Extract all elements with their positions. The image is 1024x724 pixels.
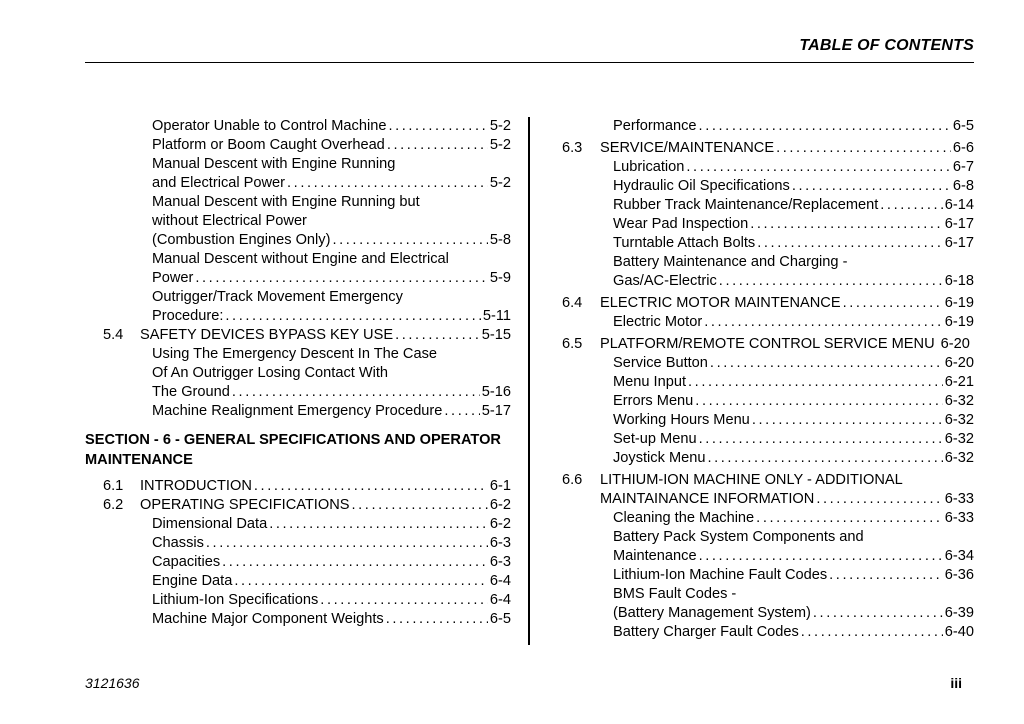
dot-leader	[699, 547, 943, 566]
toc-page-number: 5-2	[489, 118, 511, 134]
toc-entry-row[interactable]	[562, 354, 974, 373]
dot-leader	[351, 496, 487, 515]
page-header-title: TABLE OF CONTENTS	[799, 37, 974, 54]
toc-entry-title: Platform or Boom Caught Overhead	[152, 137, 385, 153]
toc-page-number: 5-2	[489, 137, 511, 153]
toc-entry-row[interactable]	[562, 430, 974, 449]
toc-entry-title: Menu Input	[613, 374, 687, 390]
toc-entry-row[interactable]	[85, 307, 511, 326]
toc-entry-row[interactable]	[562, 392, 974, 411]
toc-entry-title: Errors Menu	[613, 393, 694, 409]
toc-page-number: 5-11	[482, 308, 511, 324]
toc-page-number: 6-19	[944, 295, 974, 311]
dot-leader	[801, 623, 943, 642]
toc-entry-row[interactable]	[85, 515, 511, 534]
toc-page-number: 6-20	[944, 355, 974, 371]
toc-page-number: 5-17	[481, 403, 511, 419]
toc-section-row[interactable]	[562, 139, 974, 158]
toc-entry-row[interactable]	[85, 345, 511, 364]
toc-entry-title: Set-up Menu	[613, 431, 697, 447]
toc-section-number: 6.3	[562, 140, 583, 156]
toc-entry-title: Manual Descent with Engine Running but	[152, 194, 420, 210]
toc-entry-row[interactable]	[562, 196, 974, 215]
toc-page-number: 6-6	[952, 140, 974, 156]
toc-entry-title: Lithium-Ion Specifications	[152, 592, 319, 608]
toc-page-number: 6-2	[489, 516, 511, 532]
column-divider	[528, 117, 530, 645]
dot-leader	[699, 430, 943, 449]
toc-section-row[interactable]	[562, 335, 974, 354]
dot-leader	[704, 313, 943, 332]
toc-entry-row[interactable]	[85, 364, 511, 383]
page-number: iii	[950, 675, 962, 691]
toc-entry-row[interactable]	[85, 136, 511, 155]
toc-entry-row[interactable]	[85, 269, 511, 288]
toc-entry-row[interactable]	[85, 402, 511, 421]
toc-page-number: 5-9	[489, 270, 511, 286]
toc-entry-row[interactable]	[562, 623, 974, 642]
toc-entry-row[interactable]	[562, 177, 974, 196]
toc-entry-row[interactable]	[562, 449, 974, 468]
toc-entry-row[interactable]	[85, 572, 511, 591]
toc-section-title-continued: MAINTAINANCE INFORMATION	[600, 491, 815, 507]
toc-page-number: 6-34	[944, 548, 974, 564]
dot-leader	[843, 294, 943, 313]
toc-page-number: 6-2	[489, 497, 511, 513]
toc-entry-row[interactable]	[562, 411, 974, 430]
toc-entry-row[interactable]	[85, 534, 511, 553]
toc-section-title: OPERATING SPECIFICATIONS	[140, 497, 350, 513]
toc-section-title: SAFETY DEVICES BYPASS KEY USE	[140, 327, 394, 343]
toc-entry-row[interactable]	[85, 553, 511, 572]
toc-page-number: 6-18	[944, 273, 974, 289]
toc-entry-row[interactable]	[85, 250, 511, 269]
toc-page-number: 6-7	[952, 159, 974, 175]
toc-page-number: 6-32	[944, 431, 974, 447]
toc-entry-row[interactable]	[562, 547, 974, 566]
dot-leader	[757, 234, 943, 253]
toc-entry-title: The Ground	[152, 384, 230, 400]
document-number: 3121636	[85, 675, 140, 691]
toc-entry-title: Manual Descent with Engine Running	[152, 156, 396, 172]
dot-leader	[234, 572, 488, 591]
dot-leader	[686, 158, 951, 177]
toc-entry-row[interactable]	[85, 383, 511, 402]
toc-page-number: 6-32	[944, 450, 974, 466]
toc-entry-title: Battery Maintenance and Charging -	[613, 254, 848, 270]
toc-entry-title: and Electrical Power	[152, 175, 286, 191]
toc-entry-row[interactable]	[562, 272, 974, 291]
dot-leader	[195, 269, 488, 288]
toc-entry-title: BMS Fault Codes -	[613, 586, 737, 602]
toc-entry-row[interactable]	[562, 215, 974, 234]
toc-section-row[interactable]	[85, 326, 511, 345]
toc-entry-row[interactable]	[85, 288, 511, 307]
toc-entry-row[interactable]	[562, 117, 974, 136]
toc-entry-title: Procedure:	[152, 308, 224, 324]
header-rule	[85, 62, 974, 63]
dot-leader	[719, 272, 943, 291]
toc-entry-row[interactable]	[562, 234, 974, 253]
toc-page-number: 5-15	[481, 327, 511, 343]
toc-page-number: 6-17	[944, 216, 974, 232]
toc-left-column	[85, 117, 511, 629]
toc-entry-title: Maintenance	[613, 548, 697, 564]
toc-section-title: PLATFORM/REMOTE CONTROL SERVICE MENU	[600, 336, 935, 352]
toc-entry-row[interactable]	[562, 313, 974, 332]
toc-entry-title: Rubber Track Maintenance/Replacement	[613, 197, 879, 213]
toc-page-number: 6-33	[944, 510, 974, 526]
toc-entry-row[interactable]	[85, 174, 511, 193]
dot-leader	[776, 139, 951, 158]
dot-leader	[752, 411, 943, 430]
toc-entry-row[interactable]	[562, 566, 974, 585]
toc-entry-title: Engine Data	[152, 573, 233, 589]
toc-page-number: 6-3	[489, 535, 511, 551]
toc-entry-row[interactable]	[85, 591, 511, 610]
dot-leader	[254, 477, 488, 496]
dot-leader	[388, 117, 487, 136]
toc-page-number: 6-4	[489, 573, 511, 589]
dot-leader	[792, 177, 951, 196]
toc-entry-title: Power	[152, 270, 194, 286]
toc-section-number: 6.6	[562, 472, 583, 488]
dot-leader	[829, 566, 943, 585]
dot-leader	[387, 136, 488, 155]
dot-leader	[880, 196, 943, 215]
toc-entry-title: Working Hours Menu	[613, 412, 750, 428]
toc-entry-row[interactable]	[85, 155, 511, 174]
toc-entry-row[interactable]	[85, 231, 511, 250]
toc-entry-title: Cleaning the Machine	[613, 510, 755, 526]
dot-leader	[750, 215, 943, 234]
toc-entry-row[interactable]	[562, 373, 974, 392]
toc-section-number: 6.2	[103, 497, 124, 513]
dot-leader	[444, 402, 479, 421]
toc-section-number: 6.4	[562, 295, 583, 311]
toc-entry-row[interactable]	[562, 585, 974, 604]
toc-page-number: 6-17	[944, 235, 974, 251]
dot-leader	[695, 392, 942, 411]
toc-page-number: 6-32	[944, 393, 974, 409]
toc-section-row[interactable]	[562, 294, 974, 313]
toc-section-number: 6.1	[103, 478, 124, 494]
dot-leader	[707, 449, 942, 468]
toc-entry-title: Service Button	[613, 355, 708, 371]
toc-page-number: 6-39	[944, 605, 974, 621]
toc-page-number: 6-32	[944, 412, 974, 428]
toc-entry-title: Gas/AC-Electric	[613, 273, 717, 289]
toc-page-number: 6-1	[489, 478, 511, 494]
toc-page-number: 6-14	[944, 197, 974, 213]
toc-entry-title: Dimensional Data	[152, 516, 268, 532]
dot-leader	[710, 354, 943, 373]
toc-page-number: 6-5	[489, 611, 511, 627]
toc-entry-title: without Electrical Power	[152, 213, 307, 229]
dot-leader	[332, 231, 487, 250]
toc-entry-title: Machine Major Component Weights	[152, 611, 384, 627]
toc-page-number: 6-5	[952, 118, 974, 134]
toc-page-number: 6-20	[940, 336, 970, 352]
toc-entry-title: Of An Outrigger Losing Contact With	[152, 365, 389, 381]
toc-page-number: 6-36	[944, 567, 974, 583]
dot-leader	[320, 591, 488, 610]
toc-page-number: 6-19	[944, 314, 974, 330]
toc-entry-title: Electric Motor	[613, 314, 703, 330]
dot-leader	[816, 490, 942, 509]
toc-entry-title: Manual Descent without Engine and Electrical	[152, 251, 449, 267]
toc-section-number: 5.4	[103, 327, 124, 343]
toc-entry-title: Joystick Menu	[613, 450, 706, 466]
toc-entry-title: (Battery Management System)	[613, 605, 811, 621]
toc-section-title: SERVICE/MAINTENANCE	[600, 140, 775, 156]
dot-leader	[688, 373, 943, 392]
toc-page-number: 6-4	[489, 592, 511, 608]
toc-section-row[interactable]	[85, 496, 511, 515]
toc-entry-title: Operator Unable to Control Machine	[152, 118, 387, 134]
toc-section-row[interactable]	[562, 471, 974, 490]
toc-page-number: 6-8	[952, 178, 974, 194]
toc-entry-title: Performance	[613, 118, 697, 134]
toc-entry-row[interactable]	[85, 212, 511, 231]
toc-entry-row[interactable]	[562, 253, 974, 272]
toc-entry-title: Lithium-Ion Machine Fault Codes	[613, 567, 828, 583]
toc-entry-title: Chassis	[152, 535, 204, 551]
toc-page-number: 6-3	[489, 554, 511, 570]
toc-page-number: 5-2	[489, 175, 511, 191]
dot-leader	[813, 604, 943, 623]
dot-leader	[232, 383, 480, 402]
toc-section-title: LITHIUM-ION MACHINE ONLY - ADDITIONAL	[600, 472, 903, 488]
toc-entry-row[interactable]	[85, 193, 511, 212]
toc-entry-title: Lubrication	[613, 159, 685, 175]
toc-entry-title: Capacities	[152, 554, 221, 570]
section-heading: SECTION - 6 - GENERAL SPECIFICATIONS AND OPERATOR MAINTENANCE	[85, 432, 501, 468]
toc-entry-title: Battery Charger Fault Codes	[613, 624, 799, 640]
toc-page-number: 5-16	[481, 384, 511, 400]
dot-leader	[269, 515, 488, 534]
dot-leader	[395, 326, 480, 345]
toc-entry-title: Turntable Attach Bolts	[613, 235, 756, 251]
dot-leader	[699, 117, 951, 136]
toc-entry-title: Hydraulic Oil Specifications	[613, 178, 790, 194]
toc-entry-title: Battery Pack System Components and	[613, 529, 864, 545]
toc-entry-title: Machine Realignment Emergency Procedure	[152, 403, 443, 419]
toc-section-row[interactable]	[85, 477, 511, 496]
toc-entry-row[interactable]	[85, 117, 511, 136]
toc-page-number: 6-33	[944, 491, 974, 507]
dot-leader	[287, 174, 488, 193]
toc-entry-row[interactable]	[85, 610, 511, 629]
dot-leader	[222, 553, 488, 572]
toc-entry-title: Outrigger/Track Movement Emergency	[152, 289, 403, 305]
dot-leader	[206, 534, 488, 553]
toc-section-title: INTRODUCTION	[140, 478, 252, 494]
toc-page-number: 5-8	[489, 232, 511, 248]
toc-section-row-continued[interactable]	[562, 490, 974, 509]
toc-page-number: 6-40	[944, 624, 974, 640]
toc-entry-title: Wear Pad Inspection	[613, 216, 749, 232]
toc-page-number: 6-21	[944, 374, 974, 390]
dot-leader	[756, 509, 943, 528]
toc-section-title: ELECTRIC MOTOR MAINTENANCE	[600, 295, 841, 311]
toc-entry-row[interactable]	[562, 528, 974, 547]
toc-entry-title: Using The Emergency Descent In The Case	[152, 346, 437, 362]
toc-entry-row[interactable]	[562, 158, 974, 177]
toc-right-column	[562, 117, 974, 642]
toc-entry-row[interactable]	[562, 509, 974, 528]
dot-leader	[386, 610, 488, 629]
toc-entry-row[interactable]	[562, 604, 974, 623]
toc-section-number: 6.5	[562, 336, 583, 352]
toc-entry-title: (Combustion Engines Only)	[152, 232, 331, 248]
dot-leader	[225, 307, 480, 326]
